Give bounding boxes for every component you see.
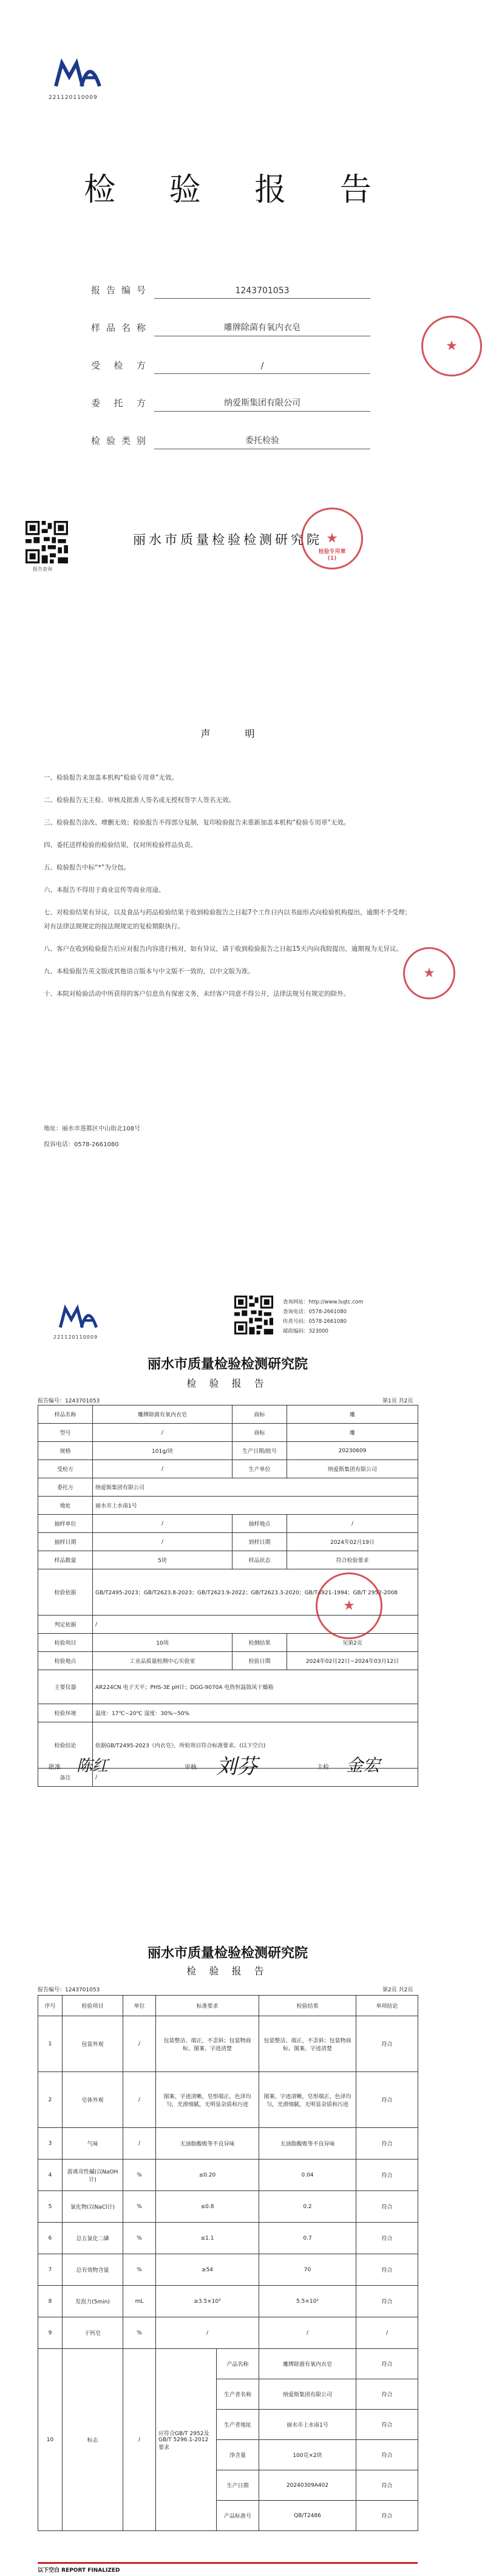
row-label: 商标 — [233, 1424, 287, 1442]
item-requirement: 图案、字迹清晰，皂形端正，色泽均匀，光滑细腻，无明显杂质和污迹 — [156, 2072, 259, 2128]
item-name: 包装外观 — [63, 2016, 123, 2072]
declaration-item: 二、检验报告无主检、审核及批准人签名或无授权签字人签名无效。 — [44, 797, 235, 804]
label-key: 生产日期 — [217, 2470, 259, 2501]
item-verdict: 符合 — [356, 2223, 418, 2254]
item-requirement: 无油脂酸败等不良异味 — [156, 2128, 259, 2160]
label-value: QB/T2486 — [259, 2501, 356, 2531]
end-divider — [38, 2562, 418, 2564]
cma-number: 221120110009 — [53, 1334, 98, 1340]
item-number: 9 — [38, 2317, 63, 2349]
item-number: 2 — [38, 2072, 63, 2128]
row-value: / — [93, 1424, 233, 1442]
field-client — [91, 387, 370, 412]
report-number-label: 报告编号： — [38, 1398, 66, 1404]
label-value: 纳爱斯集团有限公司 — [259, 2379, 356, 2410]
contact-line: 邮政编码：323000 — [283, 1328, 328, 1334]
label-row — [38, 2349, 418, 2379]
table-row — [38, 1533, 418, 1551]
sheet-subtitle: 检 验 报 告 — [186, 1965, 269, 1977]
table-row — [38, 1442, 418, 1460]
table-row — [38, 2160, 418, 2191]
item-unit: / — [123, 2016, 156, 2072]
item-unit: % — [123, 2254, 156, 2286]
item-requirement: ≤0.20 — [156, 2160, 259, 2191]
item-name: 皂体外观 — [63, 2072, 123, 2128]
report-number-line — [38, 1396, 100, 1404]
field-label: 检验类别 — [91, 435, 146, 446]
table-row — [38, 2317, 418, 2349]
row-value: 雕牌除菌有氧内衣皂 — [93, 1405, 233, 1424]
label-value: 100克×2块 — [259, 2440, 356, 2470]
row-label: 商标 — [233, 1405, 287, 1424]
reviewer-label: 审核 — [185, 1764, 197, 1771]
seal-star-icon: ★ — [446, 338, 458, 354]
address-value: 丽水市莲都区中山街北108号 — [62, 1126, 141, 1132]
approver-signature: 陈红 — [76, 1757, 109, 1775]
row-value: 纳爱斯集团有限公司 — [287, 1460, 418, 1478]
item-result: 包装整洁、端正，不歪斜；包装物商标、图案、字迹清楚 — [259, 2016, 356, 2072]
row-value: / — [93, 1533, 233, 1551]
row-value: 雕 — [287, 1405, 418, 1424]
table-row — [38, 2286, 418, 2317]
item-unit: / — [123, 2072, 156, 2128]
row-value: 见第2页 — [287, 1634, 418, 1652]
row-value: AR224CN 电子天平；PHS-3E pH计；DGG-9070A 电热恒温鼓风干燥箱 — [93, 1670, 418, 1704]
row-label: 判定依据 — [38, 1616, 93, 1634]
cma-logo-icon — [53, 58, 102, 90]
contact-line: 查询电话：0578-2661080 — [283, 1309, 347, 1315]
field-label: 受检方 — [91, 360, 146, 371]
item-number: 8 — [38, 2286, 63, 2317]
row-label: 抽样地点 — [233, 1515, 287, 1533]
item-result: 0.2 — [259, 2191, 356, 2223]
table-row — [38, 2072, 418, 2128]
row-value: 依据GB/T2495-2023《内衣皂》，所检项目符合标准要求。(以下空白) — [93, 1722, 418, 1769]
red-seal-stamp — [403, 947, 455, 999]
item-result: 0.04 — [259, 2160, 356, 2191]
row-label: 样品名称 — [38, 1405, 93, 1424]
table-row — [38, 2128, 418, 2160]
row-value: 纳爱斯集团有限公司 — [93, 1478, 418, 1497]
row-value: 温度：17℃~20℃ 湿度：30%~50% — [93, 1704, 418, 1722]
row-label: 检验依据 — [38, 1569, 93, 1616]
item-number: 7 — [38, 2254, 63, 2286]
column-header: 单位 — [123, 1996, 156, 2016]
phone-value: 0578-2661080 — [74, 1141, 119, 1148]
field-value: 雕牌除菌有氧内衣皂 — [154, 321, 370, 336]
field-value: 委托检验 — [154, 434, 370, 449]
label-value: 20240309A402 — [259, 2470, 356, 2501]
row-value: 2024年02月22日~2024年03月12日 — [287, 1652, 418, 1670]
table-row — [38, 1704, 418, 1722]
item-name: 发泡力(5min) — [63, 2286, 123, 2317]
row-value: / — [93, 1769, 418, 1787]
table-row — [38, 2223, 418, 2254]
row-value: / — [93, 1616, 418, 1634]
item-verdict: 符合 — [356, 2440, 418, 2470]
field-label: 报告编号 — [91, 285, 146, 296]
item-name: 气味 — [63, 2128, 123, 2160]
row-value: 符合检验要求 — [287, 1551, 418, 1569]
declaration-item: 五、检验报告中标“*”为分包。 — [44, 864, 131, 871]
label-value: 丽水市上水南1号 — [259, 2410, 356, 2440]
row-label: 型号 — [38, 1424, 93, 1442]
sheet-subtitle: 检 验 报 告 — [186, 1378, 269, 1389]
table-row — [38, 2016, 418, 2072]
declaration-title: 声 明 — [200, 728, 271, 739]
item-number: 5 — [38, 2191, 63, 2223]
field-inspected-party — [91, 350, 370, 374]
report-number-line — [38, 1985, 100, 1993]
row-value: 5块 — [93, 1551, 233, 1569]
report-number-value: 1243701053 — [65, 1987, 100, 1993]
field-label: 样品名称 — [91, 322, 146, 333]
declaration-item: 九、本检验报告英文版或其他语言版本与中文版不一致的，以中文版为准。 — [44, 968, 254, 975]
org-title: 丽水市质量检验检测研究院 — [147, 1945, 308, 1961]
item-name: 标志 — [63, 2349, 123, 2531]
seal-star-icon: ★ — [423, 965, 435, 981]
qr-caption: 报告查询 — [33, 566, 52, 572]
row-value: 101g/块 — [93, 1442, 233, 1460]
address-label: 地址： — [44, 1126, 62, 1132]
table-row — [38, 1515, 418, 1533]
item-verdict: 符合 — [356, 2254, 418, 2286]
item-number: 6 — [38, 2223, 63, 2254]
row-label: 检测结果 — [233, 1634, 287, 1652]
item-verdict: 符合 — [356, 2072, 418, 2128]
field-report-number — [91, 274, 370, 299]
row-label: 受检方 — [38, 1460, 93, 1478]
item-number: 1 — [38, 2016, 63, 2072]
phone-label: 投诉电话： — [44, 1141, 74, 1148]
red-seal-stamp — [421, 316, 482, 376]
cma-number: 221120110009 — [49, 95, 98, 101]
item-requirement: 包装整洁、端正，不歪斜；包装物商标、图案、字迹清楚 — [156, 2016, 259, 2072]
row-label: 检验项目 — [38, 1634, 93, 1652]
item-name: 总五氯化二磷 — [63, 2223, 123, 2254]
result-items-table — [38, 1995, 418, 2531]
red-seal-stamp — [301, 508, 363, 569]
item-requirement: 应符合GB/T 2952及GB/T 5296.1-2012要求 — [156, 2349, 217, 2531]
end-note: 以下空白 REPORT FINALIZED — [38, 2568, 120, 2574]
cma-logo-icon — [58, 1304, 98, 1331]
inspector-label: 主检 — [317, 1764, 329, 1771]
row-value: 丽水市上水南1号 — [93, 1497, 418, 1515]
table-row — [38, 2254, 418, 2286]
column-header: 检验项目 — [63, 1996, 123, 2016]
row-label: 备注 — [38, 1769, 93, 1787]
qr-code-icon[interactable] — [234, 1296, 273, 1334]
item-requirement: ≤1.1 — [156, 2223, 259, 2254]
report-number-label: 报告编号： — [38, 1987, 66, 1993]
row-value: 10项 — [93, 1634, 233, 1652]
page-number: 第1页 共2页 — [382, 1398, 413, 1404]
field-value: 1243701053 — [154, 286, 370, 299]
row-label: 生产日期/批号 — [233, 1442, 287, 1460]
table-row — [38, 1424, 418, 1442]
item-verdict: 符合 — [356, 2016, 418, 2072]
item-unit: mL — [123, 2286, 156, 2317]
table-row — [38, 1460, 418, 1478]
row-label: 生产单位 — [233, 1460, 287, 1478]
declaration-item: 十、本院对检验活动中所获得的客户信息负有保密义务，未经客户同意不得公开，法律法规另有规定的除外。 — [44, 990, 350, 997]
row-value: / — [93, 1460, 233, 1478]
label-key: 生产者地址 — [217, 2410, 259, 2440]
item-unit: % — [123, 2223, 156, 2254]
declaration-item: 六、本报告不得用于商业宣传等商业用途。 — [44, 886, 165, 894]
seal-star-icon: ★ — [326, 531, 338, 546]
column-header: 单项结论 — [356, 1996, 418, 2016]
row-label: 地址 — [38, 1497, 93, 1515]
item-verdict: / — [356, 2317, 418, 2349]
seal-text: 检验专用章 — [318, 549, 346, 555]
item-verdict: 符合 — [356, 2160, 418, 2191]
declaration-item: 八、客户在收到检验报告后应对报告内容进行核对，如有异议，请于收到检验报告之日起15天内向我院提出，逾期视为无异议。 — [44, 945, 402, 953]
item-unit: % — [123, 2191, 156, 2223]
table-header-row — [38, 1996, 418, 2016]
page-number: 第2页 共2页 — [382, 1987, 413, 1993]
row-label: 主要仪器 — [38, 1670, 93, 1704]
row-value: / — [287, 1515, 418, 1533]
item-verdict: 符合 — [356, 2501, 418, 2531]
row-label: 检验结论 — [38, 1722, 93, 1769]
item-verdict: 符合 — [356, 2410, 418, 2440]
seal-star-icon: ★ — [343, 1598, 355, 1614]
table-row — [38, 1478, 418, 1497]
item-verdict: 符合 — [356, 2128, 418, 2160]
item-name: 干钙皂 — [63, 2317, 123, 2349]
item-verdict: 符合 — [356, 2379, 418, 2410]
row-label: 检验地点 — [38, 1652, 93, 1670]
row-label: 抽样单位 — [38, 1515, 93, 1533]
report-title: 检 验 报 告 — [84, 172, 393, 208]
row-label: 样品状态 — [233, 1551, 287, 1569]
result-page-2 — [0, 1937, 455, 2576]
contact-line: 查询网址：http://www.lsqtc.com — [283, 1299, 364, 1305]
seal-text: (1) — [327, 556, 337, 562]
label-key: 产品名称 — [217, 2349, 259, 2379]
item-number: 3 — [38, 2128, 63, 2160]
item-result: 0.7 — [259, 2223, 356, 2254]
row-label: 样品数量 — [38, 1551, 93, 1569]
row-label: 到样日期 — [233, 1533, 287, 1551]
contact-line: 传真号码：0578-2661080 — [283, 1319, 347, 1325]
row-label: 抽样日期 — [38, 1533, 93, 1551]
item-result: 5.5×10² — [259, 2286, 356, 2317]
item-unit: / — [123, 2349, 156, 2531]
org-title: 丽水市质量检验检测研究院 — [147, 1356, 308, 1372]
item-number: 4 — [38, 2160, 63, 2191]
reviewer-signature: 刘芬 — [216, 1755, 257, 1779]
row-label: 委托方 — [38, 1478, 93, 1497]
field-sample-name — [91, 312, 370, 336]
report-number-value: 1243701053 — [65, 1398, 100, 1404]
address-line — [44, 1123, 140, 1132]
item-number: 10 — [38, 2349, 63, 2531]
table-row — [38, 1652, 418, 1670]
table-row — [38, 1405, 418, 1424]
item-unit: % — [123, 2317, 156, 2349]
row-value: 2024年02月19日 — [287, 1533, 418, 1551]
item-name: 总有效物含量 — [63, 2254, 123, 2286]
item-name: 氯化物(以NaCl计) — [63, 2191, 123, 2223]
item-verdict: 符合 — [356, 2349, 418, 2379]
field-value: 纳爱斯集团有限公司 — [154, 396, 370, 412]
declaration-item: 三、检验报告涂改、增删无效；检验报告不得部分复制，复印检验报告未重新加盖本机构“检验专用章”无效。 — [44, 819, 350, 826]
row-label: 检验环境 — [38, 1704, 93, 1722]
row-value: 20230609 — [287, 1442, 418, 1460]
field-label: 委托方 — [91, 398, 146, 409]
red-seal-stamp — [316, 1572, 382, 1639]
item-requirement: ≤0.8 — [156, 2191, 259, 2223]
declaration-item: 四、委托送样检验的检验结果，仅对所检验样品负责。 — [44, 841, 197, 849]
column-header: 检验结果 — [259, 1996, 356, 2016]
row-label: 规格 — [38, 1442, 93, 1460]
item-requirement: / — [156, 2317, 259, 2349]
label-key: 生产者名称 — [217, 2379, 259, 2410]
cover-page — [0, 0, 458, 1202]
table-row — [38, 2191, 418, 2223]
item-result: 70 — [259, 2254, 356, 2286]
field-inspection-type — [91, 425, 370, 449]
item-unit: / — [123, 2128, 156, 2160]
item-result: 图案、字迹清晰，皂形端正，色泽均匀，光滑细腻，无明显杂质和污迹 — [259, 2072, 356, 2128]
item-requirement: ≥54 — [156, 2254, 259, 2286]
row-value: 工业品质量检测中心实验室 — [93, 1652, 233, 1670]
label-key: 净含量 — [217, 2440, 259, 2470]
item-verdict: 符合 — [356, 2286, 418, 2317]
label-value: 雕牌除菌有氧内衣皂 — [259, 2349, 356, 2379]
result-page-1 — [0, 1281, 455, 1937]
row-label: 检验日期 — [233, 1652, 287, 1670]
table-row — [38, 1551, 418, 1569]
declaration-list — [44, 771, 415, 1010]
label-key: 产品标准号 — [217, 2501, 259, 2531]
table-row — [38, 1497, 418, 1515]
item-result: 无油脂酸败等不良异味 — [259, 2128, 356, 2160]
column-header: 标准要求 — [156, 1996, 259, 2016]
field-value: / — [154, 361, 370, 374]
column-header: 序号 — [38, 1996, 63, 2016]
item-unit: % — [123, 2160, 156, 2191]
declaration-item: 一、检验报告未加盖本机构“检验专用章”无效。 — [44, 774, 178, 781]
organization-name: 丽水市质量检验检测研究院 — [133, 532, 322, 547]
item-result: / — [259, 2317, 356, 2349]
table-row — [38, 1670, 418, 1704]
item-verdict: 符合 — [356, 2191, 418, 2223]
approver-label: 批准 — [49, 1764, 61, 1771]
item-verdict: 符合 — [356, 2470, 418, 2501]
phone-line — [44, 1139, 119, 1148]
inspector-signature: 金宏 — [346, 1755, 381, 1775]
item-name: 游离苛性碱(以NaOH计) — [63, 2160, 123, 2191]
row-value: 雕 — [287, 1424, 418, 1442]
row-value: / — [93, 1515, 233, 1533]
declaration-item: 七、对检验结果有异议，以及食品与药品检验结果于收到检验报告之日起7个工作日内以书面形式向检验机构提出，逾期不予受理；对有法律法规规定的按法规规定的复检期限执行。 — [44, 909, 412, 930]
item-requirement: ≥3.5×10² — [156, 2286, 259, 2317]
row-value: GB/T2495-2023；GB/T2623.8-2023；GB/T2623.9-2022；GB/T2623.3-2020；GB/T4921-1994；GB/T 2952-2008 — [93, 1569, 418, 1616]
